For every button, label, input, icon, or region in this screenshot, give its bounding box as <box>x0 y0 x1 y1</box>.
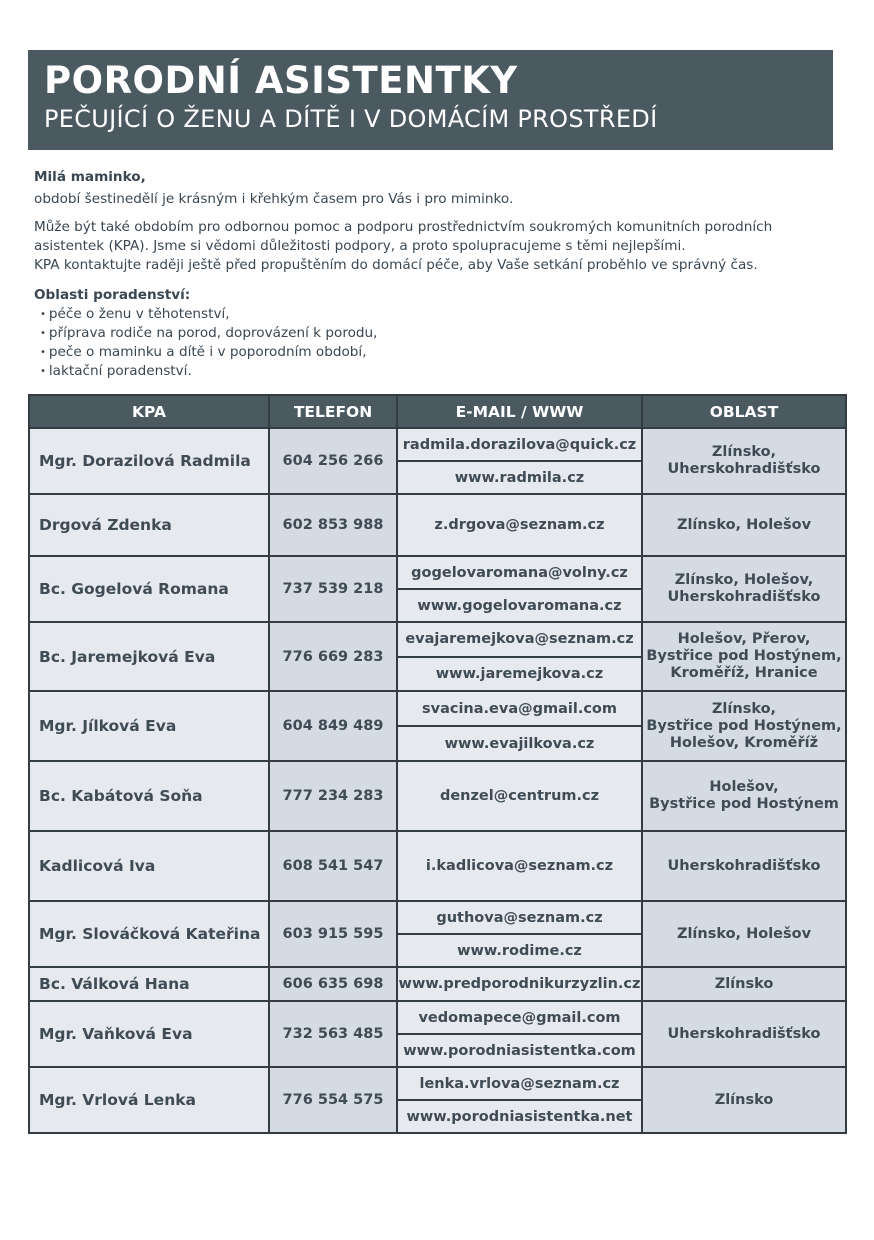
column-header-oblast: OBLAST <box>642 395 846 428</box>
area-cell <box>642 1001 846 1067</box>
email-link[interactable]: gogelovaromana@volny.cz <box>411 564 628 581</box>
website-link[interactable]: www.evajilkova.cz <box>398 725 641 760</box>
midwife-name: Mgr. Slováčková Kateřina <box>29 901 269 967</box>
midwife-name: Mgr. Vaňková Eva <box>29 1001 269 1067</box>
table-row <box>29 428 846 494</box>
email-link[interactable]: z.drgova@seznam.cz <box>434 517 605 533</box>
phone-number: 604 256 266 <box>269 428 397 494</box>
list-item: • příprava rodiče na porod, doprovázení k porodu, <box>40 325 378 341</box>
area-cell <box>642 428 846 494</box>
area-line: Zlínsko <box>714 975 774 992</box>
email-link[interactable]: svacina.eva@gmail.com <box>421 700 617 717</box>
phone-number: 776 669 283 <box>269 622 397 691</box>
website-link[interactable]: www.porodniasistentka.com <box>398 1033 641 1066</box>
area-cell <box>642 967 846 1001</box>
area-line: Zlínsko, <box>711 700 777 717</box>
midwife-name: Mgr. Jílková Eva <box>29 691 269 761</box>
area-cell <box>642 556 846 622</box>
email-link[interactable]: i.kadlicova@seznam.cz <box>425 858 614 874</box>
table-row <box>29 556 846 622</box>
midwife-name: Mgr. Vrlová Lenka <box>29 1067 269 1133</box>
table-header-row <box>29 395 846 428</box>
list-item: • laktační poradenství. <box>40 363 192 379</box>
table-row <box>29 1067 846 1133</box>
area-cell <box>642 691 846 761</box>
contact-cell <box>397 1001 642 1067</box>
area-line: Uherskohradišťsko <box>667 857 821 874</box>
website-link[interactable]: www.predporodnikurzyzlin.cz <box>398 976 641 992</box>
contact-cell <box>397 831 642 901</box>
table-row <box>29 901 846 967</box>
website-link[interactable]: www.radmila.cz <box>398 460 641 493</box>
page-title: PORODNÍ ASISTENTKY <box>44 59 518 102</box>
area-cell <box>642 901 846 967</box>
phone-number: 603 915 595 <box>269 901 397 967</box>
area-cell <box>642 831 846 901</box>
area-line: Zlínsko, Holešov, <box>674 572 814 588</box>
column-header-telefon: TELEFON <box>269 395 397 428</box>
midwife-name: Bc. Kabátová Soňa <box>29 761 269 831</box>
areas-title: Oblasti poradenství: <box>34 287 191 303</box>
table-row <box>29 831 846 901</box>
contact-cell <box>397 901 642 967</box>
email-link[interactable]: lenka.vrlova@seznam.cz <box>419 1075 620 1092</box>
email-link[interactable]: radmila.dorazilova@quick.cz <box>402 436 637 453</box>
greeting: Milá maminko, <box>34 169 146 185</box>
area-line: Bystřice pod Hostýnem <box>649 796 839 812</box>
phone-number: 737 539 218 <box>269 556 397 622</box>
area-line: Bystřice pod Hostýnem, <box>646 717 842 734</box>
midwife-name: Bc. Jaremejková Eva <box>29 622 269 691</box>
title-banner <box>28 50 833 150</box>
intro-paragraph-3: KPA kontaktujte raději ještě před propuštěním do domácí péče, aby Vaše setkání proběhlo ve správný čas. <box>34 257 758 273</box>
area-line: Kroměříž, Hranice <box>670 665 818 681</box>
email-link[interactable]: vedomapece@gmail.com <box>418 1009 621 1026</box>
area-cell <box>642 494 846 556</box>
phone-number: 608 541 547 <box>269 831 397 901</box>
area-line: Zlínsko, Holešov <box>676 516 812 533</box>
contact-cell <box>397 967 642 1001</box>
contact-cell <box>397 691 642 761</box>
phone-number: 604 849 489 <box>269 691 397 761</box>
contact-cell <box>397 622 642 691</box>
area-cell <box>642 761 846 831</box>
contact-cell <box>397 494 642 556</box>
area-line: Uherskohradišťsko <box>667 589 821 605</box>
phone-number: 602 853 988 <box>269 494 397 556</box>
phone-number: 606 635 698 <box>269 967 397 1001</box>
area-line: Zlínsko <box>714 1091 774 1108</box>
area-line: Uherskohradišťsko <box>667 1025 821 1042</box>
website-link[interactable]: www.rodime.cz <box>398 933 641 966</box>
contact-cell <box>397 556 642 622</box>
area-line: Uherskohradišťsko <box>667 461 821 477</box>
website-link[interactable]: www.jaremejkova.cz <box>398 656 641 691</box>
midwife-table <box>28 394 847 1134</box>
intro-paragraph-1: období šestinedělí je krásným i křehkým časem pro Vás i pro miminko. <box>34 191 514 207</box>
areas-list <box>34 305 844 381</box>
contact-cell <box>397 428 642 494</box>
phone-number: 776 554 575 <box>269 1067 397 1133</box>
email-link[interactable]: guthova@seznam.cz <box>436 909 603 926</box>
midwife-name: Bc. Gogelová Romana <box>29 556 269 622</box>
contact-cell <box>397 761 642 831</box>
table-row <box>29 1001 846 1067</box>
page-subtitle: PEČUJÍCÍ O ŽENU A DÍTĚ I V DOMÁCÍM PROSTŘEDÍ <box>44 105 658 133</box>
area-line: Zlínsko, Holešov <box>676 925 812 942</box>
phone-number: 777 234 283 <box>269 761 397 831</box>
website-link[interactable]: www.porodniasistentka.net <box>398 1099 641 1132</box>
email-link[interactable]: denzel@centrum.cz <box>439 788 600 804</box>
area-line: Zlínsko, <box>711 444 777 460</box>
area-cell <box>642 1067 846 1133</box>
list-item: • peče o maminku a dítě i v poporodním období, <box>40 344 367 360</box>
area-line: Holešov, Kroměříž <box>669 734 819 751</box>
contact-cell <box>397 1067 642 1133</box>
column-header-email: E-MAIL / WWW <box>397 395 642 428</box>
email-link[interactable]: evajaremejkova@seznam.cz <box>405 631 634 648</box>
area-line: Holešov, <box>709 779 779 795</box>
area-line: Holešov, Přerov, <box>677 631 811 647</box>
table-row <box>29 967 846 1001</box>
table-row <box>29 494 846 556</box>
midwife-name: Drgová Zdenka <box>29 494 269 556</box>
table-row <box>29 691 846 761</box>
midwife-name: Kadlicová Iva <box>29 831 269 901</box>
area-cell <box>642 622 846 691</box>
table-row <box>29 761 846 831</box>
phone-number: 732 563 485 <box>269 1001 397 1067</box>
column-header-kpa: KPA <box>29 395 269 428</box>
list-item: • péče o ženu v těhotenství, <box>40 306 230 322</box>
table-row <box>29 622 846 691</box>
midwife-name: Mgr. Dorazilová Radmila <box>29 428 269 494</box>
website-link[interactable]: www.gogelovaromana.cz <box>398 588 641 621</box>
midwife-name: Bc. Válková Hana <box>29 967 269 1001</box>
intro-text <box>34 168 844 381</box>
area-line: Bystřice pod Hostýnem, <box>646 648 842 664</box>
intro-paragraph-2: Může být také obdobím pro odbornou pomoc a podporu prostřednictvím soukromých komunitních porodních asistentek (KPA). Jsme si vědomi důležitosti podpory, a proto spolupracujeme s těmi nejlepšími. <box>34 219 773 254</box>
